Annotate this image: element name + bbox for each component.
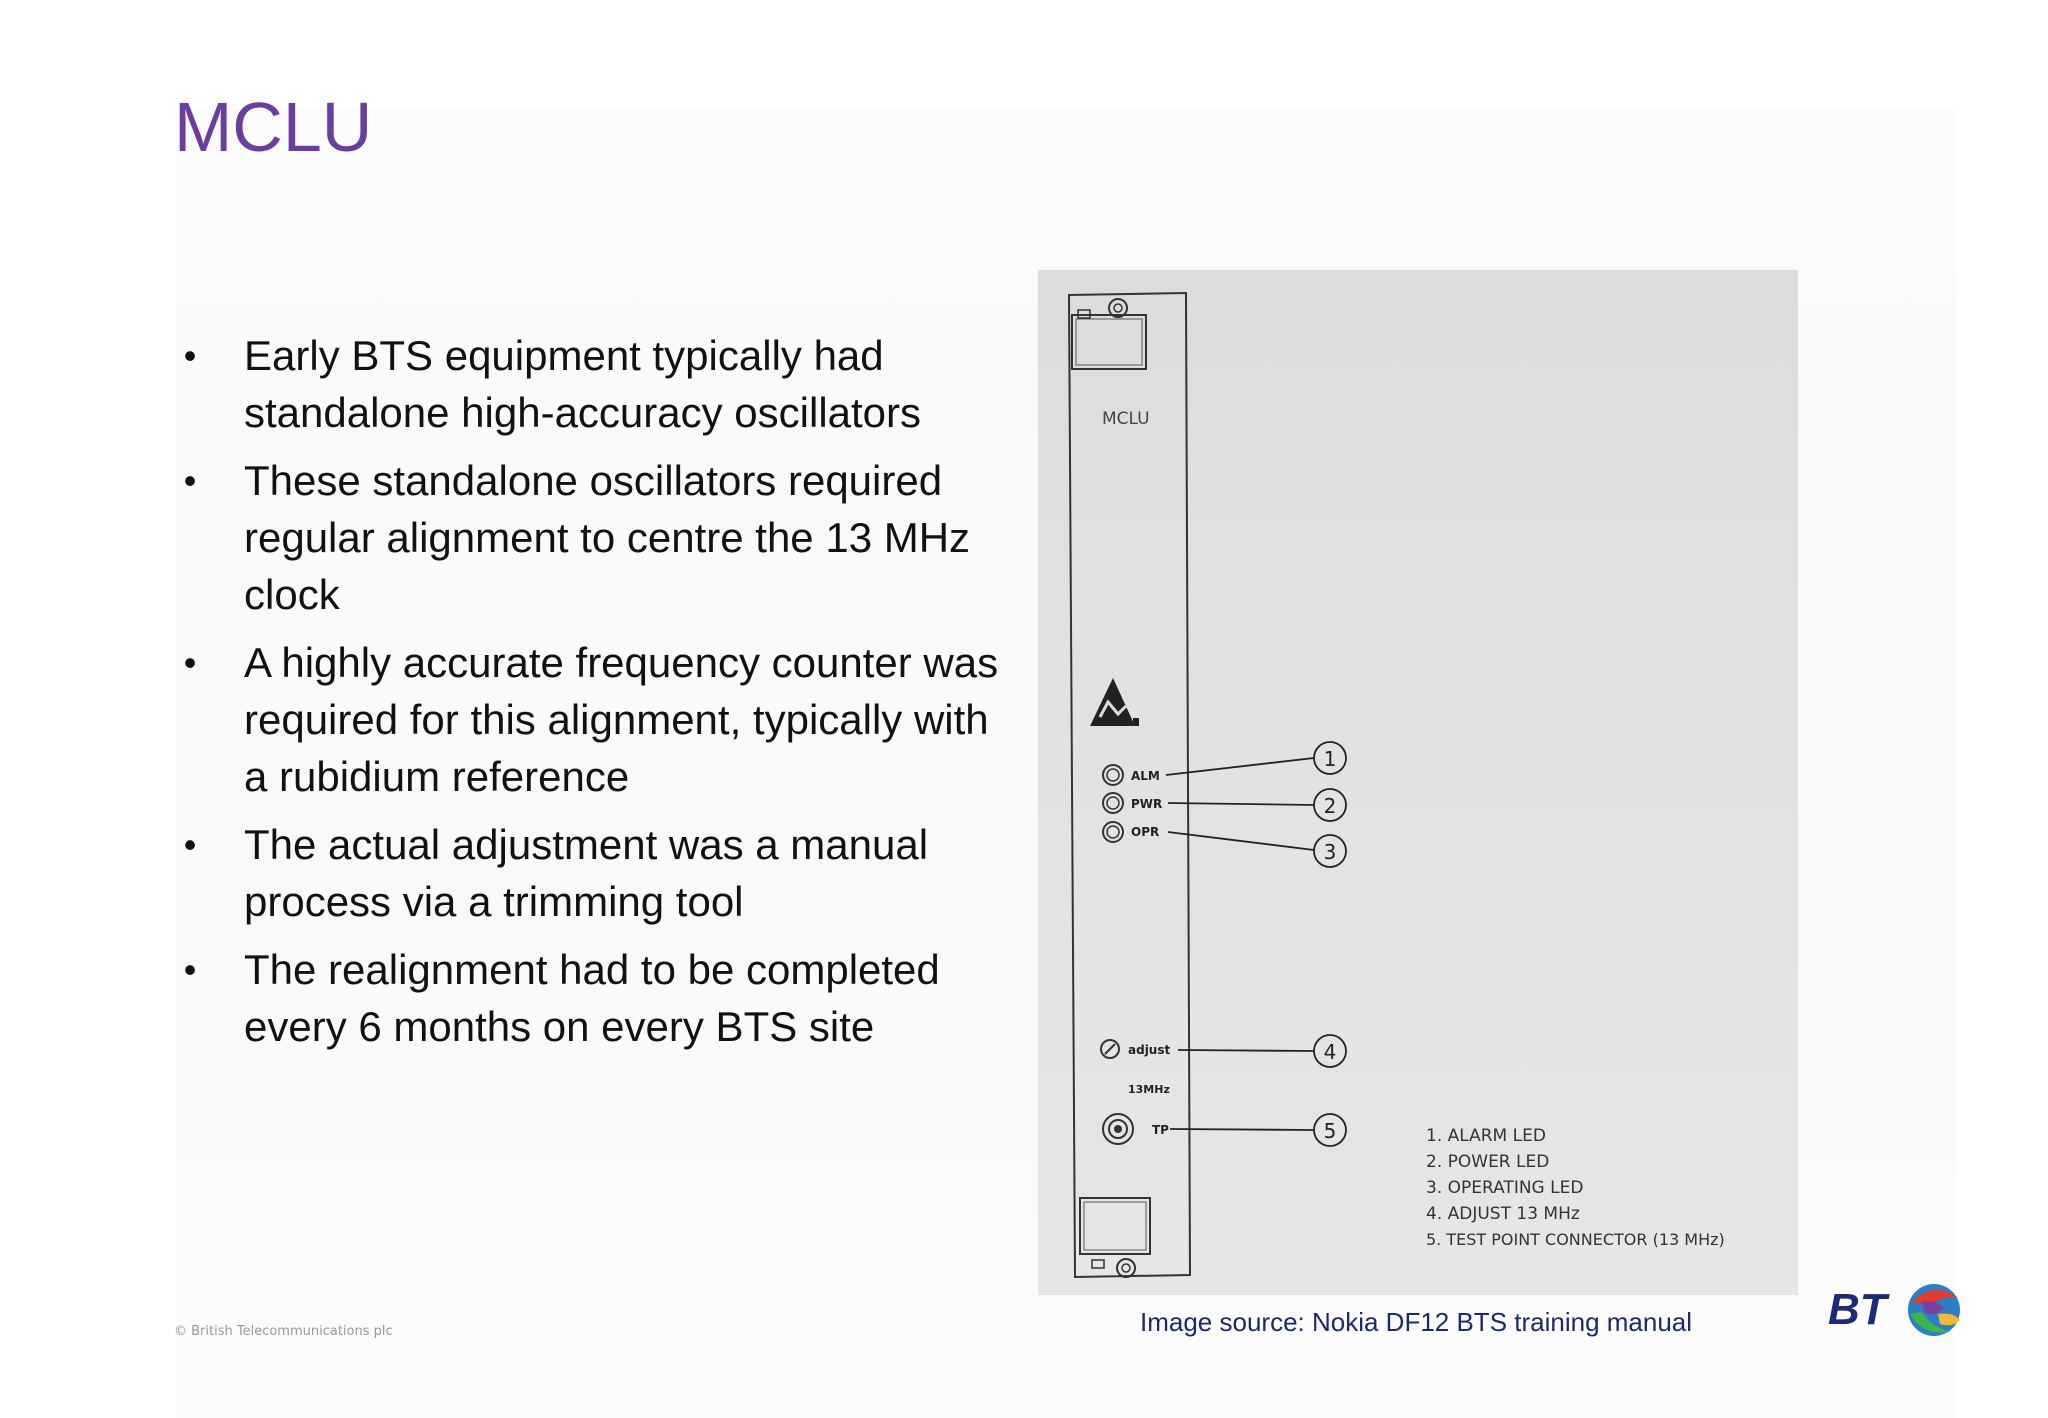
- freq-label: 13MHz: [1128, 1083, 1170, 1096]
- image-caption: Image source: Nokia DF12 BTS training manual: [1140, 1307, 1693, 1337]
- bullet-item: [176, 634, 1006, 805]
- legend-item: 3. OPERATING LED: [1426, 1178, 1584, 1198]
- bullet-list: [176, 327, 1006, 1066]
- slide-title: MCLU: [174, 88, 373, 166]
- copyright-footer: © British Telecommunications plc: [174, 1324, 393, 1339]
- bullet-item: [176, 941, 1006, 1055]
- diagram-legend: [1426, 1126, 1725, 1249]
- mclu-diagram-svg: [1038, 270, 1798, 1295]
- leader-line-4: [1178, 1050, 1314, 1051]
- bullet-text: The actual adjustment was a manual process via a trimming tool: [244, 821, 929, 925]
- bullet-item: [176, 452, 1006, 623]
- bt-logo-svg: [1826, 1272, 1976, 1352]
- tp-connector-pin: [1114, 1125, 1122, 1133]
- bullet-text: The realignment had to be completed every 6 months on every BTS site: [244, 946, 940, 1050]
- bullet-item: [176, 816, 1006, 930]
- bullet-dot: •: [183, 949, 197, 990]
- adjust-label: adjust: [1128, 1043, 1171, 1057]
- top-handle: [1072, 315, 1146, 369]
- pwr-led-inner: [1107, 797, 1119, 809]
- card-label: MCLU: [1102, 409, 1150, 429]
- bullet-text: A highly accurate frequency counter was required for this alignment, typically with a rubidium reference: [244, 639, 999, 800]
- alm-label: ALM: [1131, 769, 1160, 783]
- esd-warning-icon: [1090, 678, 1135, 726]
- top-screw-center: [1114, 304, 1122, 312]
- bottom-screw-center: [1122, 1264, 1130, 1272]
- bullet-dot: •: [183, 460, 197, 501]
- adjust-trimmer-slot: [1105, 1044, 1115, 1054]
- callout-number-3: 3: [1323, 840, 1337, 864]
- bottom-screw-icon: [1117, 1259, 1135, 1277]
- leader-line-3: [1168, 832, 1314, 850]
- bottom-handle: [1080, 1198, 1150, 1254]
- top-handle-inner: [1076, 319, 1142, 365]
- bullet-item: [176, 327, 1006, 441]
- bullet-dot: •: [183, 642, 197, 683]
- bottom-latch: [1092, 1260, 1104, 1268]
- legend-item: 2. POWER LED: [1426, 1152, 1550, 1172]
- legend-item: 5. TEST POINT CONNECTOR (13 MHz): [1426, 1230, 1725, 1249]
- leader-line-5: [1170, 1129, 1314, 1130]
- bullet-text: These standalone oscillators required regular alignment to centre the 13 MHz clock: [244, 457, 971, 618]
- bullet-dot: •: [183, 335, 197, 376]
- pwr-label: PWR: [1131, 797, 1163, 811]
- bullet-text: Early BTS equipment typically had standalone high-accuracy oscillators: [244, 332, 922, 436]
- bottom-handle-inner: [1084, 1202, 1146, 1250]
- opr-led-inner: [1107, 826, 1119, 838]
- legend-item: 4. ADJUST 13 MHz: [1426, 1204, 1580, 1224]
- callout-number-4: 4: [1323, 1040, 1337, 1064]
- tp-label: TP: [1152, 1123, 1169, 1137]
- bullet-dot: •: [183, 824, 197, 865]
- opr-led-icon: [1103, 822, 1123, 842]
- bt-logo: [1826, 1272, 1976, 1352]
- alm-led-icon: [1103, 765, 1123, 785]
- mclu-diagram-image: [1038, 270, 1798, 1295]
- esd-warning-tail: [1133, 718, 1139, 726]
- alm-led-inner: [1107, 769, 1119, 781]
- legend-item: 1. ALARM LED: [1426, 1126, 1546, 1146]
- callout-number-1: 1: [1323, 747, 1337, 771]
- callout-number-5: 5: [1323, 1119, 1337, 1143]
- bt-logo-text: BT: [1828, 1285, 1887, 1334]
- pwr-led-icon: [1103, 793, 1123, 813]
- callout-number-2: 2: [1323, 794, 1337, 818]
- leader-line-2: [1168, 803, 1314, 805]
- opr-label: OPR: [1131, 825, 1160, 839]
